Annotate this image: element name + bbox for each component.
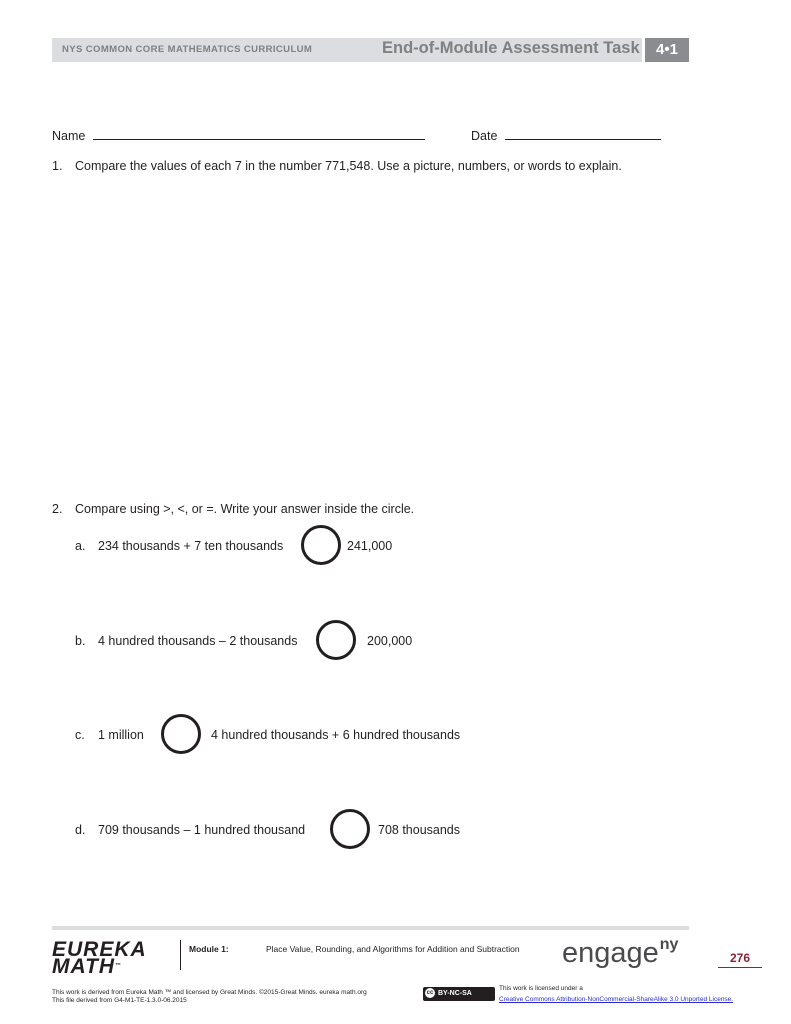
question-1-text: Compare the values of each 7 in the number 771,548. Use a picture, numbers, or words to explain. [75,159,622,173]
page-number: 276 [729,951,751,965]
item-c-left-expression: 1 million [98,728,144,742]
derived-notice-1: This work is derived from Eureka Math ™ and licensed by Great Minds. ©2015-Great Minds. eureka math.org [52,989,367,996]
item-d-left-expression: 709 thousands – 1 hundred thousand [98,823,306,837]
item-d-letter: d. [75,823,86,837]
item-b-right-expression: 200,000 [367,634,413,648]
item-c-right-expression: 4 hundred thousands + 6 hundred thousands [211,728,461,742]
item-c-letter: c. [75,728,85,742]
item-a-answer-circle[interactable] [301,525,341,565]
curriculum-title: NYS COMMON CORE MATHEMATICS CURRICULUM [62,44,313,55]
license-link[interactable]: Creative Commons Attribution-NonCommercial-ShareAlike 3.0 Unported License. [499,996,734,1003]
cc-icon: cc [426,990,434,997]
page-number-rule [718,967,762,968]
footer-rule [52,926,689,930]
question-2-number: 2. [52,502,63,516]
question-2-text: Compare using >, <, or =. Write your answer inside the circle. [75,502,415,516]
date-line[interactable] [505,125,661,140]
lesson-badge: 4•1 [645,38,689,62]
item-c-answer-circle[interactable] [161,714,201,754]
question-1-number: 1. [52,159,63,173]
footer-divider [180,940,181,970]
engageny-ny: ny [659,936,679,953]
question-1-answer-space[interactable] [75,185,675,485]
creative-commons-badge[interactable]: cc BY-NC-SA [423,987,495,1001]
module-label: Module 1: [189,944,229,954]
name-label: Name [52,129,86,143]
item-a-letter: a. [75,539,86,553]
logo-trademark: ™ [115,963,123,969]
item-a-right-expression: 241,000 [347,539,393,553]
assessment-task-title: End-of-Module Assessment Task [382,39,640,57]
item-b-letter: b. [75,634,86,648]
item-b-left-expression: 4 hundred thousands – 2 thousands [98,634,298,648]
name-field[interactable] [52,125,425,143]
licensed-under-text: This work is licensed under a [499,985,583,992]
logo-line-1: EUREKA [52,938,147,961]
date-label: Date [471,129,498,143]
item-a-left-expression: 234 thousands + 7 ten thousands [98,539,284,553]
name-line[interactable] [93,125,425,140]
item-b-answer-circle[interactable] [316,620,356,660]
date-field[interactable] [471,125,661,143]
logo-line-2: MATH™ [52,955,123,978]
module-title: Place Value, Rounding, and Algorithms for Addition and Subtraction [266,944,520,954]
item-d-answer-circle[interactable] [330,809,370,849]
item-d-right-expression: 708 thousands [378,823,461,837]
derived-notice-2: This file derived from G4-M1-TE-1.3.0-06.2015 [52,997,187,1004]
engageny-logo: engage$^{ny}$ [562,936,679,969]
eureka-math-logo [52,938,147,978]
